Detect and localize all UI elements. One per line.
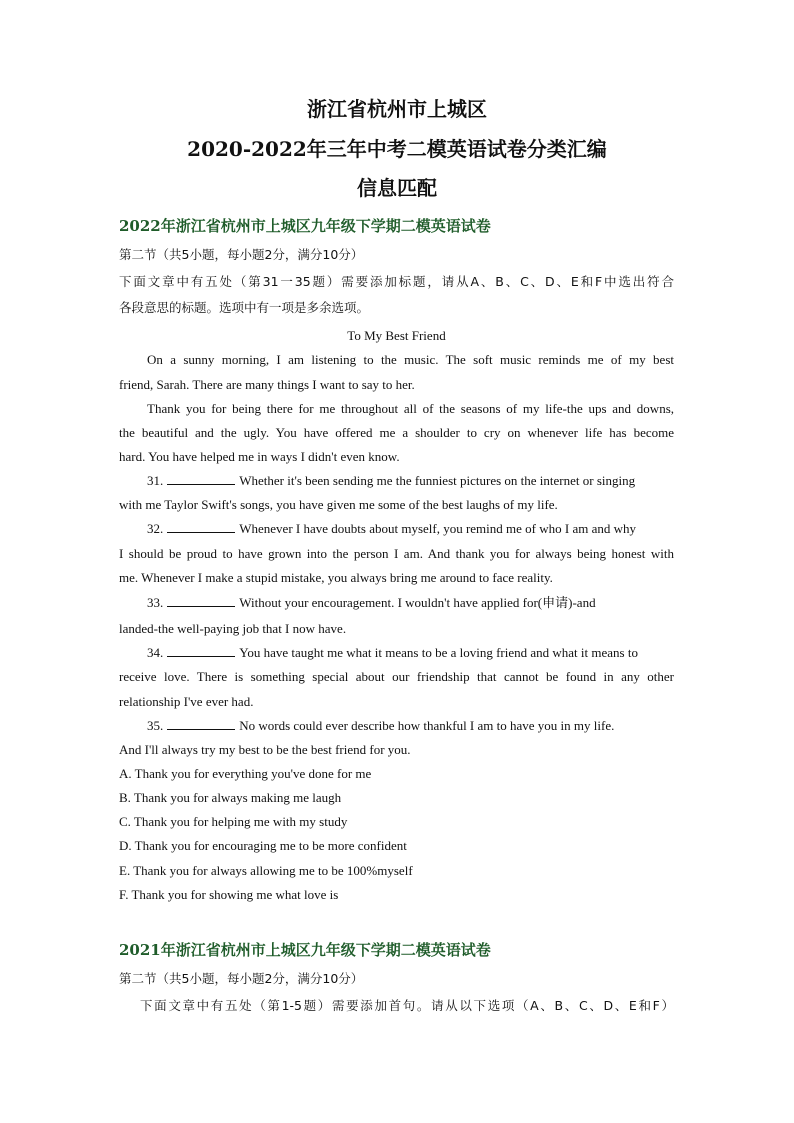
question-34-number: 34. — [147, 645, 164, 660]
option-f: F. Thank you for showing me what love is — [119, 887, 339, 902]
paragraph-2-line-1: Thank you for being there for me throughout all of the seasons of my life-the ups and downs, — [147, 401, 674, 416]
question-35-line-2: And I'll always try my best to be the best friend for you. — [119, 742, 411, 757]
question-32-number: 32. — [147, 521, 164, 536]
question-34-line-2: receive love. There is something special about our friendship that cannot be found in any other — [119, 669, 674, 684]
title-line-3: 信息匹配 — [357, 176, 437, 200]
question-32 — [147, 520, 674, 538]
question-33-number: 33. — [147, 595, 164, 610]
question-32-blank[interactable] — [167, 520, 235, 533]
section-heading-2021: 2021年浙江省杭州市上城区九年级下学期二模英语试卷 — [119, 941, 491, 959]
question-35 — [147, 717, 674, 735]
question-32-line-2: I should be proud to have grown into the person I am. And thank you for always being honest with — [119, 546, 674, 561]
instruction-2021-line-1: 下面文章中有五处（第1-5题）需要添加首句。请从以下选项（A、B、C、D、E和F） — [140, 998, 674, 1013]
option-e: E. Thank you for always allowing me to be 100%myself — [119, 863, 413, 878]
question-33-text: Without your encouragement. I wouldn't have applied for(申请)-and — [239, 595, 596, 610]
question-34-blank[interactable] — [167, 644, 235, 657]
question-33 — [147, 594, 674, 612]
question-31-text: Whether it's been sending me the funniest pictures on the internet or singing — [239, 473, 636, 488]
question-32-line-3: me. Whenever I make a stupid mistake, you always bring me around to face reality. — [119, 570, 553, 585]
question-33-blank[interactable] — [167, 594, 235, 607]
question-35-number: 35. — [147, 718, 164, 733]
option-b: B. Thank you for always making me laugh — [119, 790, 342, 805]
section-heading-2022: 2022年浙江省杭州市上城区九年级下学期二模英语试卷 — [119, 217, 491, 235]
question-31 — [147, 472, 674, 490]
question-33-line-2: landed-the well-paying job that I now have. — [119, 621, 347, 636]
question-32-text: Whenever I have doubts about myself, you remind me of who I am and why — [239, 521, 637, 536]
passage-title: To My Best Friend — [347, 328, 446, 343]
paragraph-2-line-3: hard. You have helped me in ways I didn't even know. — [119, 449, 400, 464]
title-line-2: 2020-2022年三年中考二模英语试卷分类汇编 — [187, 137, 607, 161]
question-35-blank[interactable] — [167, 717, 235, 730]
title-line-1: 浙江省杭州市上城区 — [307, 97, 487, 121]
question-34-line-3: relationship I've ever had. — [119, 694, 254, 709]
question-34 — [147, 644, 674, 662]
instruction-line-2: 各段意思的标题。选项中有一项是多余选项。 — [119, 300, 370, 315]
option-c: C. Thank you for helping me with my study — [119, 814, 348, 829]
part-label-2021: 第二节（共5小题，每小题2分，满分10分） — [119, 971, 364, 986]
option-d: D. Thank you for encouraging me to be more confident — [119, 838, 407, 853]
instruction-line-1: 下面文章中有五处（第31一35题）需要添加标题，请从A、B、C、D、E和F中选出符合 — [119, 274, 674, 289]
question-31-number: 31. — [147, 473, 164, 488]
question-35-text: No words could ever describe how thankful I am to have you in my life. — [239, 718, 615, 733]
part-label-2022: 第二节（共5小题，每小题2分，满分10分） — [119, 247, 364, 262]
option-a: A. Thank you for everything you've done for me — [119, 766, 372, 781]
question-31-blank[interactable] — [167, 472, 235, 485]
question-31-line-2: with me Taylor Swift's songs, you have given me some of the best laughs of my life. — [119, 497, 558, 512]
question-34-text: You have taught me what it means to be a loving friend and what it means to — [239, 645, 638, 660]
paragraph-2-line-2: the beautiful and the ugly. You have offered me a shoulder to cry on whenever life has become — [119, 425, 674, 440]
paragraph-1-line-2: friend, Sarah. There are many things I want to say to her. — [119, 377, 415, 392]
paragraph-1-line-1: On a sunny morning, I am listening to the music. The soft music reminds me of my best — [147, 352, 674, 367]
